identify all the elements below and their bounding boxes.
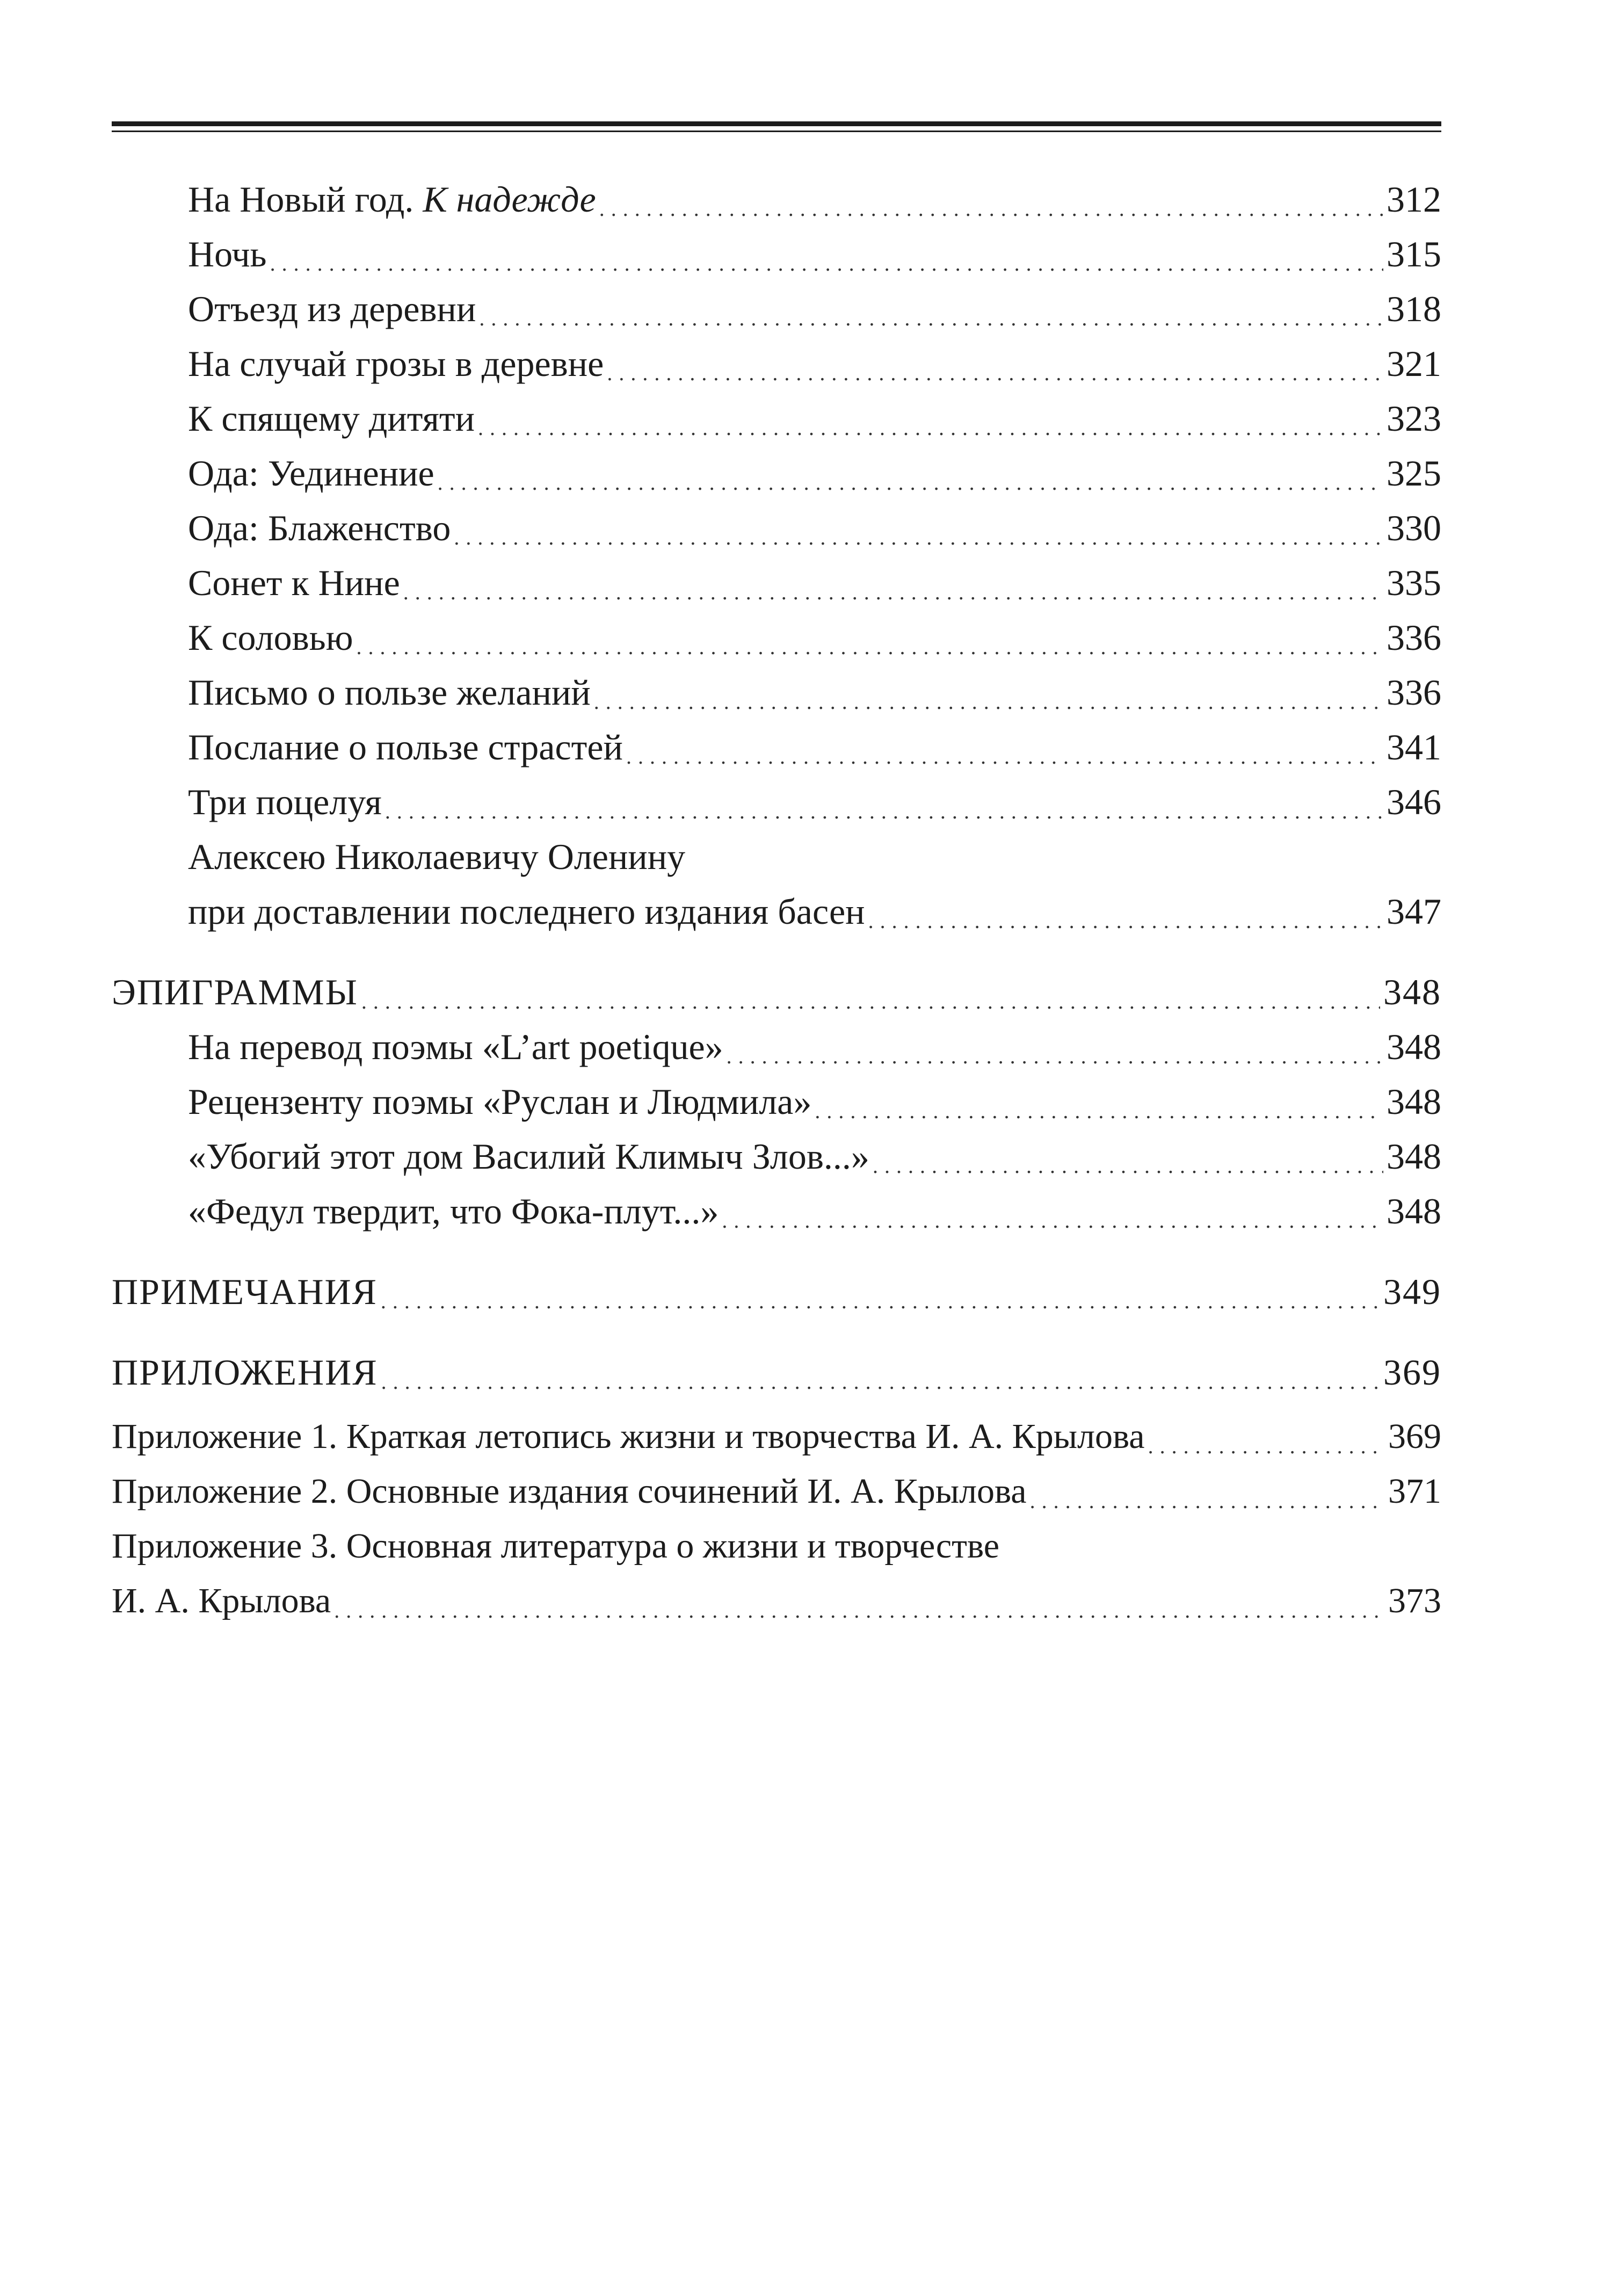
toc-entry-title-line1: Приложение 3. Основная литература о жизни и творчестве [112, 1526, 1000, 1566]
dot-leader [270, 242, 1383, 274]
toc-page-number: 315 [1387, 234, 1441, 274]
toc-entry [112, 884, 1441, 939]
dot-leader [381, 1360, 1380, 1393]
toc-entry-title: Приложение 2. Основные издания сочинений И. А. Крылова [112, 1472, 1027, 1511]
toc-entry-title: «Убогий этот дом Василий Климыч Злов...» [188, 1136, 869, 1177]
toc-entry-title: На перевод поэмы «L’art poetique» [188, 1026, 723, 1067]
dot-leader [403, 571, 1383, 603]
toc-page-number: 325 [1387, 453, 1441, 494]
toc-appendix-entry [112, 1464, 1441, 1519]
header-rule-thick [112, 121, 1441, 126]
dot-leader [478, 407, 1383, 439]
toc-page-number: 348 [1387, 1136, 1441, 1177]
toc-page-number: 335 [1387, 562, 1441, 603]
toc-entry-title-line2: И. А. Крылова [112, 1581, 331, 1620]
toc-entry-title: Ночь [188, 234, 267, 274]
dot-leader [815, 1090, 1383, 1122]
toc-entry [112, 1129, 1441, 1184]
dot-leader [626, 735, 1383, 767]
dot-leader [479, 297, 1383, 329]
toc-entry-title-line1: Алексею Николаевичу Оленину [188, 836, 686, 877]
toc-section [112, 1345, 1441, 1400]
toc-page-number: 369 [1383, 1352, 1441, 1393]
toc-entry [112, 501, 1441, 555]
toc-section [112, 965, 1441, 1019]
toc-entry-title: К соловью [188, 617, 353, 658]
toc-section-title: ПРИМЕЧАНИЯ [112, 1271, 378, 1312]
toc-entry-title: Приложение 1. Краткая летопись жизни и творчества И. А. Крылова [112, 1417, 1145, 1456]
toc-section-title: ПРИЛОЖЕНИЯ [112, 1352, 378, 1393]
toc-entry-title: Рецензенту поэмы «Руслан и Людмила» [188, 1081, 812, 1122]
dot-leader [594, 680, 1383, 713]
dot-leader [1148, 1425, 1385, 1457]
toc-entry [112, 1184, 1441, 1238]
dot-leader [361, 980, 1380, 1012]
toc-entry [112, 555, 1441, 610]
header-rule-thin [112, 131, 1441, 132]
toc-entry-title: Сонет к Нине [188, 562, 400, 603]
toc-entry [112, 1019, 1441, 1074]
dot-leader [381, 1280, 1380, 1312]
toc-page-number: 348 [1387, 1081, 1441, 1122]
dot-leader [607, 352, 1383, 384]
toc-page-number: 371 [1388, 1472, 1441, 1511]
toc-entry [112, 391, 1441, 446]
toc-entry-title: Три поцелуя [188, 781, 382, 822]
toc-page-number: 348 [1383, 972, 1441, 1012]
toc-entry [112, 610, 1441, 665]
dot-leader [727, 1035, 1383, 1067]
dot-leader [357, 626, 1384, 658]
toc-entry-title-line2: при доставлении последнего издания басен [188, 891, 865, 932]
toc-page-number: 346 [1387, 781, 1441, 822]
dot-leader [334, 1589, 1385, 1621]
toc-page-number: 347 [1387, 891, 1441, 932]
toc-page-number: 312 [1387, 179, 1441, 220]
toc-entry [112, 720, 1441, 774]
toc-page-number: 336 [1387, 617, 1441, 658]
dot-leader [722, 1199, 1383, 1232]
toc-entry-title: Отъезд из деревни [188, 288, 476, 329]
toc-entry-title: К спящему дитяти [188, 398, 475, 439]
toc-entry-title: «Федул твердит, что Фока-плут...» [188, 1191, 719, 1232]
toc-page-number: 348 [1387, 1026, 1441, 1067]
toc-entry-title: Ода: Блаженство [188, 508, 451, 548]
toc-page-number: 369 [1388, 1417, 1441, 1456]
toc-entry-title: Послание о пользе страстей [188, 727, 623, 767]
dot-leader [873, 1145, 1383, 1177]
dot-leader [385, 790, 1383, 822]
table-of-contents [112, 172, 1441, 1628]
dot-leader [438, 461, 1383, 494]
toc-entry-title: Ода: Уединение [188, 453, 434, 494]
toc-page-number: 330 [1387, 508, 1441, 548]
toc-entry [112, 665, 1441, 720]
toc-section-title: ЭПИГРАММЫ [112, 972, 358, 1012]
toc-page-number: 321 [1387, 343, 1441, 384]
toc-entry [112, 172, 1441, 227]
toc-page-number: 348 [1387, 1191, 1441, 1232]
toc-page-number: 349 [1383, 1271, 1441, 1312]
toc-page-number: 373 [1388, 1581, 1441, 1620]
toc-page-number: 336 [1387, 672, 1441, 713]
toc-page-number: 323 [1387, 398, 1441, 439]
toc-entry-title: Письмо о пользе желаний [188, 672, 591, 713]
toc-entry [112, 281, 1441, 336]
toc-entry [112, 446, 1441, 501]
toc-entry [112, 336, 1441, 391]
dot-leader [599, 187, 1383, 220]
toc-entry [112, 1074, 1441, 1129]
toc-page-number: 341 [1387, 727, 1441, 767]
dot-leader [454, 516, 1383, 548]
dot-leader [868, 900, 1383, 932]
toc-page-number: 318 [1387, 288, 1441, 329]
toc-section [112, 1264, 1441, 1319]
toc-entry-title: На случай грозы в деревне [188, 343, 604, 384]
dot-leader [1030, 1480, 1385, 1512]
toc-entry [112, 227, 1441, 281]
toc-appendix-entry [112, 1409, 1441, 1464]
toc-entry-title: На Новый год. К надежде [188, 179, 596, 220]
toc-appendix-entry [112, 1574, 1441, 1628]
toc-entry [112, 774, 1441, 829]
